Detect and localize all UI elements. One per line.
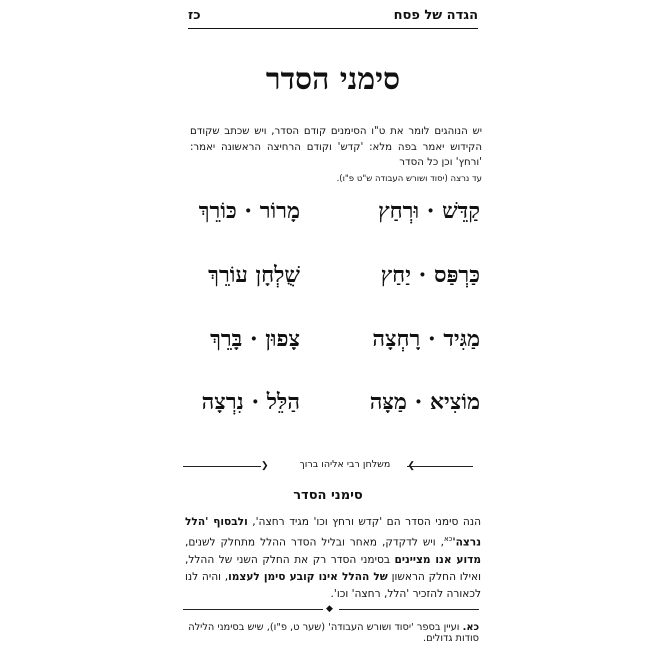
page-number: כז: [188, 8, 201, 23]
commentary-paragraph: [185, 514, 481, 603]
footnote-divider-line: [183, 609, 323, 610]
siman-hallel-nirtzah: הַלֵּל · נִרְצָה: [201, 389, 300, 415]
siman-maggid-rachtzah: מַגִּיד · רָחְצָה: [372, 326, 480, 352]
body-bold-segment: ולבסוף 'הלל נרצה': [185, 516, 481, 549]
running-header: [188, 8, 478, 28]
footnote-divider: [183, 604, 479, 614]
siman-tzafun-barech: צָפוּן · בָּרֵךְ: [210, 326, 300, 352]
footnote: [183, 622, 479, 644]
divider-line-left: [183, 466, 261, 467]
section-title: סימני הסדר: [293, 488, 363, 503]
siman-karpas-yachatz: כַּרְפַּס · יַחַץ: [380, 262, 480, 288]
divider-ornament-icon: ◆: [326, 604, 333, 614]
body-bold-segment: של ההלל אינו קובע סימן לעצמו: [228, 570, 388, 583]
body-text-segment: , ויש לדקדק, מאחר ובליל הסדר ההלל מתחלק לשנים,: [185, 536, 444, 549]
body-text-segment: הנה סימני הסדר הם 'קדש ורחץ וכו' מגיד רחצה',: [247, 516, 481, 528]
intro-paragraph: [190, 124, 482, 187]
footnote-text: ועיין בספר 'יסוד ושורש העבודה' (שער ט, פ"ו), שיש בסימני הלילה סודות גדולים.: [188, 622, 479, 644]
siman-maror-korech: מָרוֹר · כּוֹרֵךְ: [198, 198, 300, 224]
body-bold-segment: מדוע אנו מציינים: [394, 553, 481, 566]
simanim-grid: [180, 192, 480, 415]
siman-shulchan-orech: שֻׁלְחָן עוֹרֵךְ: [208, 262, 300, 288]
footnote-marker: כא.: [462, 622, 479, 633]
divider-ornament-icon: ❯: [261, 461, 269, 471]
divider-ornament-icon: ❮: [407, 461, 415, 471]
footnote-reference: כא: [443, 535, 453, 543]
intro-small-text: עד נרצה (יסוד ושורש העבודה ש"ט פ"ו).: [336, 173, 482, 184]
page-title: סימני הסדר: [265, 62, 401, 97]
body-text-segment: , והיה לנו לכאורה להזכיר 'הלל, רחצה' וכו'.: [185, 570, 481, 600]
header-rule: [188, 28, 478, 29]
running-header-title: הגדה של פסח: [393, 8, 478, 23]
footnote-divider-line: [339, 609, 479, 610]
siman-kadesh-urchatz: קַדֵּשׁ · וּרְחַץ: [378, 198, 480, 224]
siman-motzi-matzah: מוֹצִיא · מַצָּה: [369, 389, 480, 415]
section-label: משלחן רבי אליהו ברוך: [299, 459, 391, 470]
body-text-segment: בסימני הסדר רק את החלק השני של ההלל, ואילו החלק הראשון: [185, 553, 481, 583]
intro-text: יש הנוהגים לומר את ט"ו הסימנים קודם הסדר, ויש שכתב שקודם הקידוש יאמר בפה מלא: 'קדש' וקודם הרחיצה הראשונה יאמר: 'ורחץ' וכן כל הסדר: [190, 126, 482, 168]
